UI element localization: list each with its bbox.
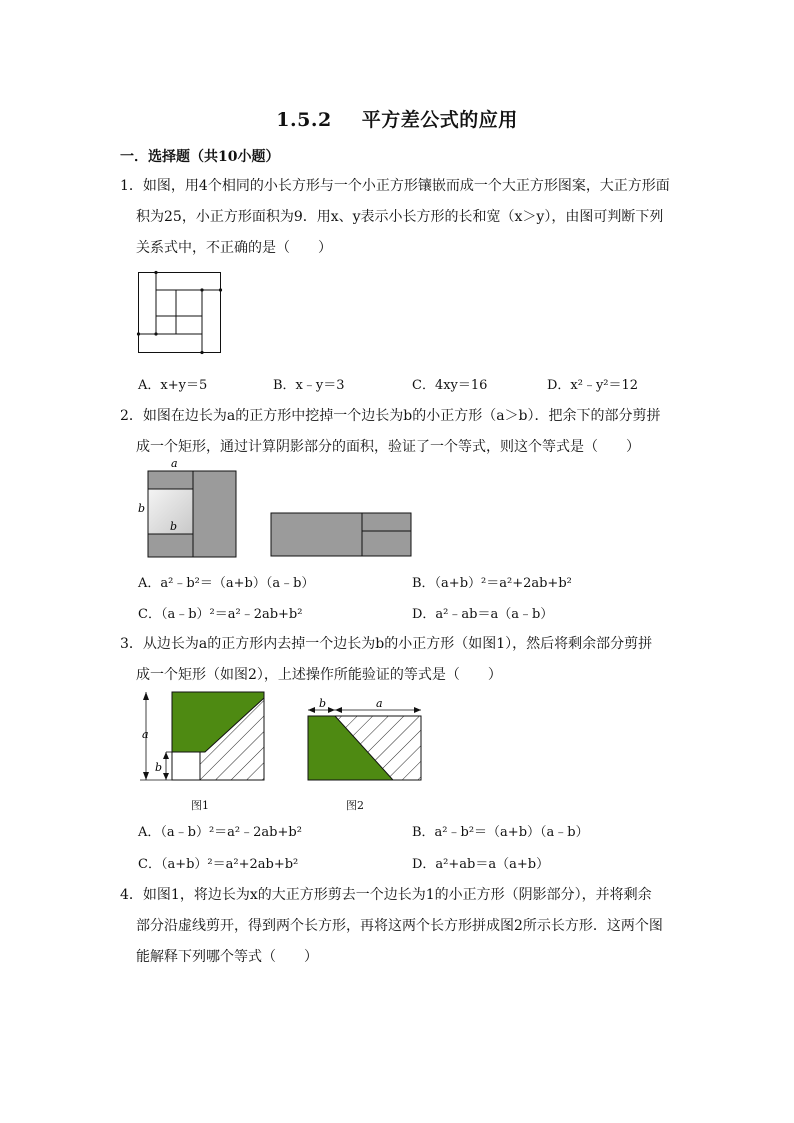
q3-line-2: 成一个矩形（如图2），上述操作所能验证的等式是（ ） (136, 667, 502, 683)
q1-figure (138, 272, 222, 354)
title-text: 平方差公式的应用 (361, 109, 518, 131)
q3-option-d: D．a²+ab＝a（a+b） (412, 857, 550, 872)
q3-line-1: 3．从边长为a的正方形内去掉一个边长为b的小正方形（如图1），然后将剩余部分剪拼 (120, 636, 653, 652)
q3-fig2 (308, 697, 421, 780)
q3-fig2-label-a: a (376, 697, 383, 710)
q3-caption-fig2: 图2 (346, 799, 364, 812)
q1-option-c: C．4xy＝16 (412, 378, 488, 393)
q1-option-a: A．x+y＝5 (138, 378, 208, 393)
q4-line-3: 能解释下列哪个等式（ ） (136, 949, 318, 965)
q1-line-3: 关系式中，不正确的是（ ） (136, 240, 332, 256)
q4-line-1: 4．如图1，将边长为x的大正方形剪去一个边长为1的小正方形（阴影部分），并将剩余 (120, 887, 652, 903)
q1-option-d: D．x²﹣y²＝12 (547, 378, 639, 393)
q2-figure (136, 456, 416, 560)
q2-option-d: D．a²﹣ab＝a（a﹣b） (412, 607, 554, 622)
q3-figure (136, 688, 426, 818)
q4-line-2: 部分沿虚线剪开，得到两个长方形，再将这两个长方形拼成图2所示长方形．这两个图 (136, 918, 663, 934)
q2-line-1: 2．如图在边长为a的正方形中挖掉一个边长为b的小正方形（a＞b）．把余下的部分剪拼 (120, 408, 661, 424)
q2-line-2: 成一个矩形，通过计算阴影部分的面积，验证了一个等式，则这个等式是（ ） (136, 439, 640, 455)
q2-option-a: A．a²﹣b²＝（a+b）（a﹣b） (138, 576, 315, 591)
q1-line-1: 1．如图，用4个相同的小长方形与一个小正方形镶嵌而成一个大正方形图案，大正方形面 (120, 178, 670, 194)
q2-rectangle (271, 513, 411, 556)
q3-fig1-label-b: b (155, 761, 163, 774)
q3-option-c: C．（a+b）²＝a²+2ab+b² (138, 857, 299, 872)
q2-option-c: C．（a﹣b）²＝a²﹣2ab+b² (138, 607, 303, 622)
q3-fig2-label-b: b (319, 697, 327, 710)
q2-label-a: a (171, 457, 178, 470)
q2-option-b: B．（a+b）²＝a²+2ab+b² (412, 576, 572, 591)
title-number: 1.5.2 (276, 109, 332, 131)
q3-fig1-label-a: a (142, 728, 149, 741)
q3-fig1 (140, 692, 264, 780)
q2-label-b-left: b (138, 502, 146, 515)
q1-option-b: B．x﹣y＝3 (273, 378, 345, 393)
page-title (0, 105, 794, 132)
q3-caption-fig1: 图1 (191, 799, 209, 812)
q3-option-b: B．a²﹣b²＝（a+b）（a﹣b） (412, 825, 589, 840)
section-heading: 一．选择题（共10小题） (120, 149, 280, 165)
q3-option-a: A．（a﹣b）²＝a²﹣2ab+b² (138, 825, 302, 840)
q2-label-b-inner: b (170, 520, 178, 533)
q1-line-2: 积为25，小正方形面积为9．用x、y表示小长方形的长和宽（x＞y），由图可判断下列 (136, 209, 664, 225)
